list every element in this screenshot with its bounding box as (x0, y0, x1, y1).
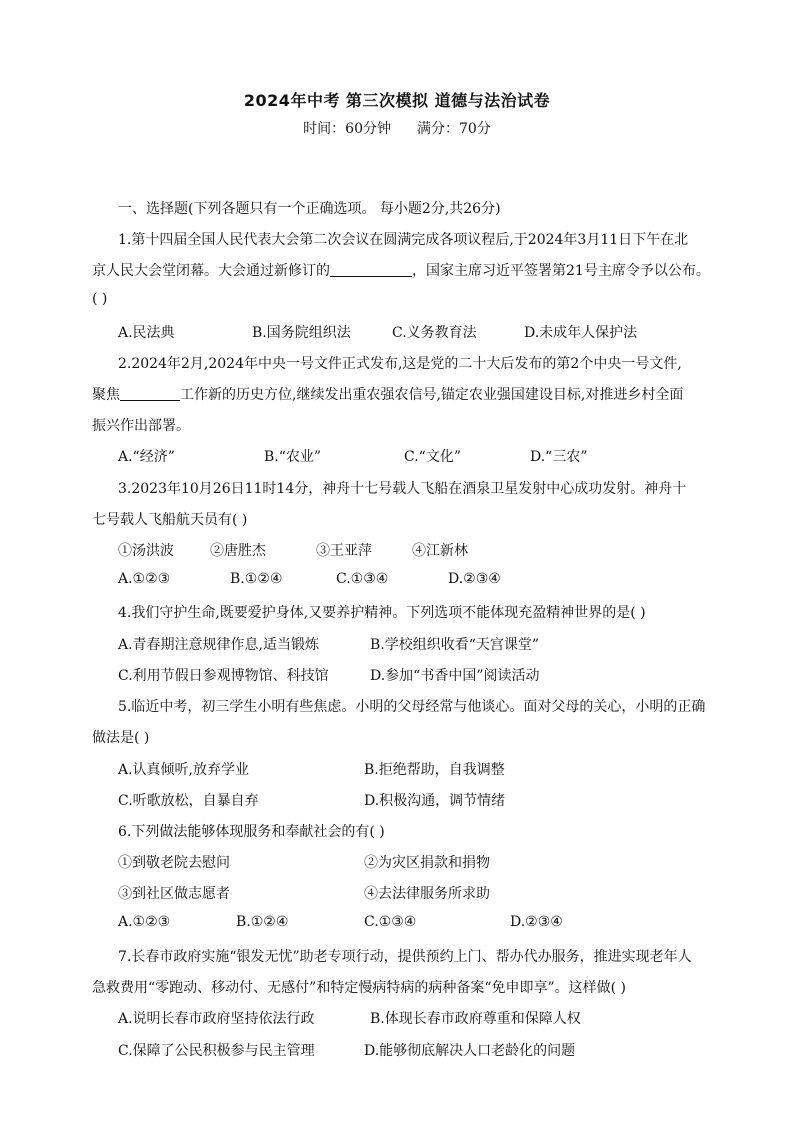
question-1-option-c: C.义务教育法 (392, 325, 477, 341)
question-7-line-2: 急救费用“零跑动、移动付、无感付”和特定慢病特病的病种备案“免申即享”。这样做( ) (92, 980, 627, 996)
section-heading: 一、选择题(下列各题只有一个正确选项。 每小题2分,共26分) (118, 201, 501, 217)
question-4-option-d: D.参加“书香中国”阅读活动 (370, 668, 540, 684)
question-5-line-1: 5.临近中考，初三学生小明有些焦虑。小明的父母经常与他谈心。面对父母的关心，小明的正确 (118, 699, 706, 715)
question-5-option-a: A.认真倾听,放弃学业 (118, 762, 250, 778)
question-4-line-1: 4.我们守护生命,既要爱护身体,又要养护精神。下列选项不能体现充盈精神世界的是( ) (118, 605, 646, 621)
question-3-option-d: D.②③④ (448, 571, 501, 587)
question-6-option-b: B.①②④ (236, 914, 289, 930)
question-1-bracket: ( ) (92, 291, 108, 307)
question-6-line-1: 6.下列做法能够体现服务和奉献社会的有( ) (118, 824, 385, 840)
question-7-option-c: C.保障了公民积极参与民主管理 (118, 1043, 315, 1059)
question-2-line-3: 振兴作出部署。 (92, 418, 190, 434)
question-1-option-a: A.民法典 (118, 325, 175, 341)
question-1-option-b: B.国务院组织法 (252, 325, 351, 341)
question-2-option-d: D.“三农” (530, 449, 588, 465)
question-5-line-2: 做法是( ) (92, 730, 150, 746)
question-3-option-a: A.①②③ (118, 571, 171, 587)
question-2-line-1: 2.2024年2月,2024年中央一号文件正式发布,这是党的二十大后发布的第2个中央一号文件, (118, 356, 682, 372)
question-4-option-c: C.利用节假日参观博物馆、科技馆 (118, 668, 329, 684)
question-1-line-2: 京人民大会堂闭幕。大会通过新修订的 ，国家主席习近平签署第21号主席令予以公布。 (92, 263, 710, 279)
question-3-item-4: ④江新林 (412, 543, 468, 559)
question-6-option-c: C.①③④ (364, 914, 417, 930)
exam-time: 时间：60分钟 (303, 121, 391, 137)
question-3-line-1: 3.2023年10月26日11时14分，神舟十七号载人飞船在酒泉卫星发射中心成功发射。神舟十 (118, 481, 687, 497)
question-5-option-b: B.拒绝帮助，自我调整 (364, 762, 505, 778)
question-5-option-c: C.听歌放松，自暴自弃 (118, 793, 259, 809)
question-4-option-a: A.青春期注意规律作息,适当锻炼 (118, 637, 320, 653)
question-6-item-1: ①到敬老院去慰问 (118, 855, 230, 871)
answer-blank (120, 386, 180, 401)
question-2-line-2: 聚焦 工作新的历史方位,继续发出重农强农信号,锚定农业强国建设目标,对推进乡村全面 (92, 387, 684, 403)
question-7-option-d: D.能够彻底解决人口老龄化的问题 (364, 1043, 576, 1059)
question-7-option-b: B.体现长春市政府尊重和保障人权 (370, 1011, 581, 1027)
question-3-item-3: ③王亚萍 (316, 543, 372, 559)
question-4-option-b: B.学校组织收看“天宫课堂” (370, 637, 540, 653)
question-3-item-2: ②唐胜杰 (210, 543, 266, 559)
answer-blank (330, 262, 412, 277)
question-2-option-c: C.“文化” (404, 449, 461, 465)
exam-title: 2024年中考 第三次模拟 道德与法治试卷 (243, 91, 551, 110)
question-6-item-4: ④去法律服务所求助 (364, 886, 490, 902)
question-6-item-2: ②为灾区捐款和捐物 (364, 855, 490, 871)
question-5-option-d: D.积极沟通，调节情绪 (364, 793, 506, 809)
question-3-option-c: C.①③④ (336, 571, 389, 587)
question-6-item-3: ③到社区做志愿者 (118, 886, 230, 902)
question-7-line-1: 7.长春市政府实施“银发无忧”助老专项行动，提供预约上门、帮办代办服务，推进实现老年人 (118, 949, 692, 965)
question-3-option-b: B.①②④ (230, 571, 283, 587)
question-1-option-d: D.未成年人保护法 (524, 325, 638, 341)
exam-score: 满分：70分 (417, 121, 491, 137)
exam-subtitle (0, 118, 794, 138)
question-2-option-a: A.“经济” (118, 449, 175, 465)
question-7-option-a: A.说明长春市政府坚持依法行政 (118, 1011, 315, 1027)
question-3-line-2: 七号载人飞船航天员有( ) (92, 512, 248, 528)
question-1-line-1: 1.第十四届全国人民代表大会第二次会议在圆满完成各项议程后,于2024年3月11日下午在北 (118, 232, 689, 248)
question-3-item-1: ①汤洪波 (118, 543, 174, 559)
question-6-option-a: A.①②③ (118, 914, 171, 930)
question-6-option-d: D.②③④ (510, 914, 563, 930)
question-2-option-b: B.“农业” (264, 449, 322, 465)
